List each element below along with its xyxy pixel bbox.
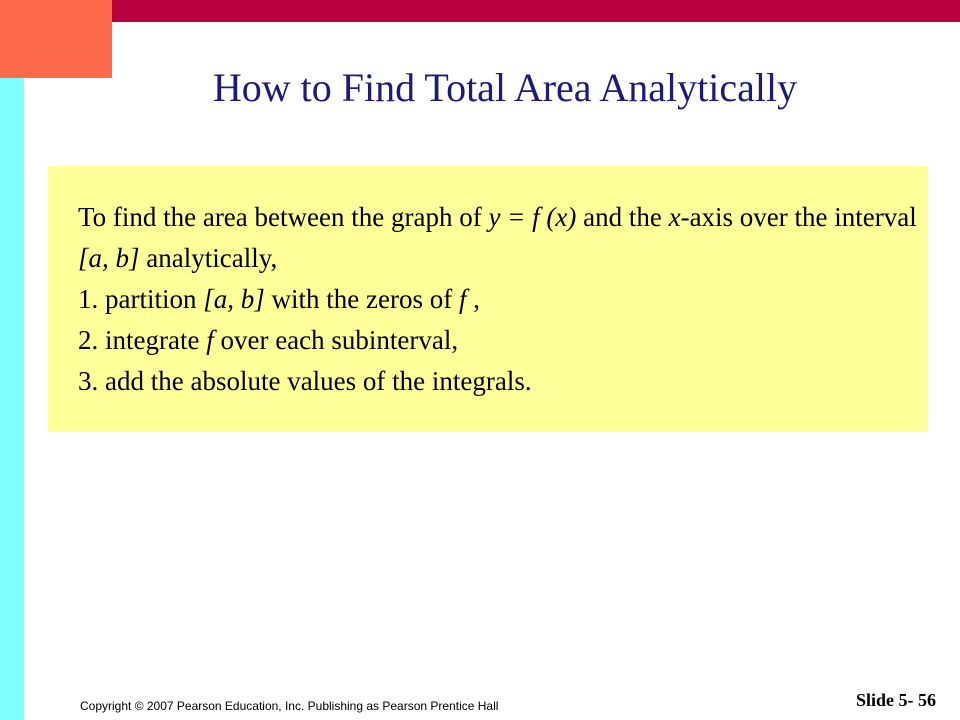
copyright-notice: Copyright © 2007 Pearson Education, Inc. Publishing as Pearson Prentice Hall: [80, 699, 499, 713]
slide-title: How to Find Total Area Analytically: [212, 65, 798, 110]
slide-number: Slide 5- 56: [855, 690, 936, 710]
line1-text-after: -axis over the interval: [680, 202, 917, 232]
line4-text-after: over each subinterval,: [213, 325, 459, 355]
line2-text-after: analytically,: [139, 243, 278, 273]
line4-math-function: f: [206, 325, 214, 355]
line4-text-before: 2. integrate: [78, 325, 207, 355]
line1-math-variable: x: [668, 202, 681, 232]
top-accent-bar: [0, 0, 960, 22]
content-line-4: [78, 320, 928, 361]
content-line-5: 3. add the absolute values of the integrals.: [78, 366, 532, 396]
line3-math-function: f: [458, 284, 467, 314]
line1-text-before: To find the area between the graph of: [78, 202, 489, 232]
content-line-1: [78, 197, 928, 238]
line3-math-interval: [a, b]: [203, 284, 265, 314]
content-line-2: [78, 238, 928, 279]
content-line-3: [78, 279, 928, 320]
line1-text-middle: and the: [576, 202, 669, 232]
line1-math-function: y = f (x): [488, 202, 577, 232]
line3-text-after: ,: [466, 284, 480, 314]
line3-text-middle: with the zeros of: [264, 284, 459, 314]
line2-math-interval: [a, b]: [78, 243, 140, 273]
corner-accent-square: [0, 0, 112, 78]
left-accent-stripe: [0, 78, 24, 720]
content-box: [48, 166, 928, 432]
line3-text-before: 1. partition: [78, 284, 204, 314]
